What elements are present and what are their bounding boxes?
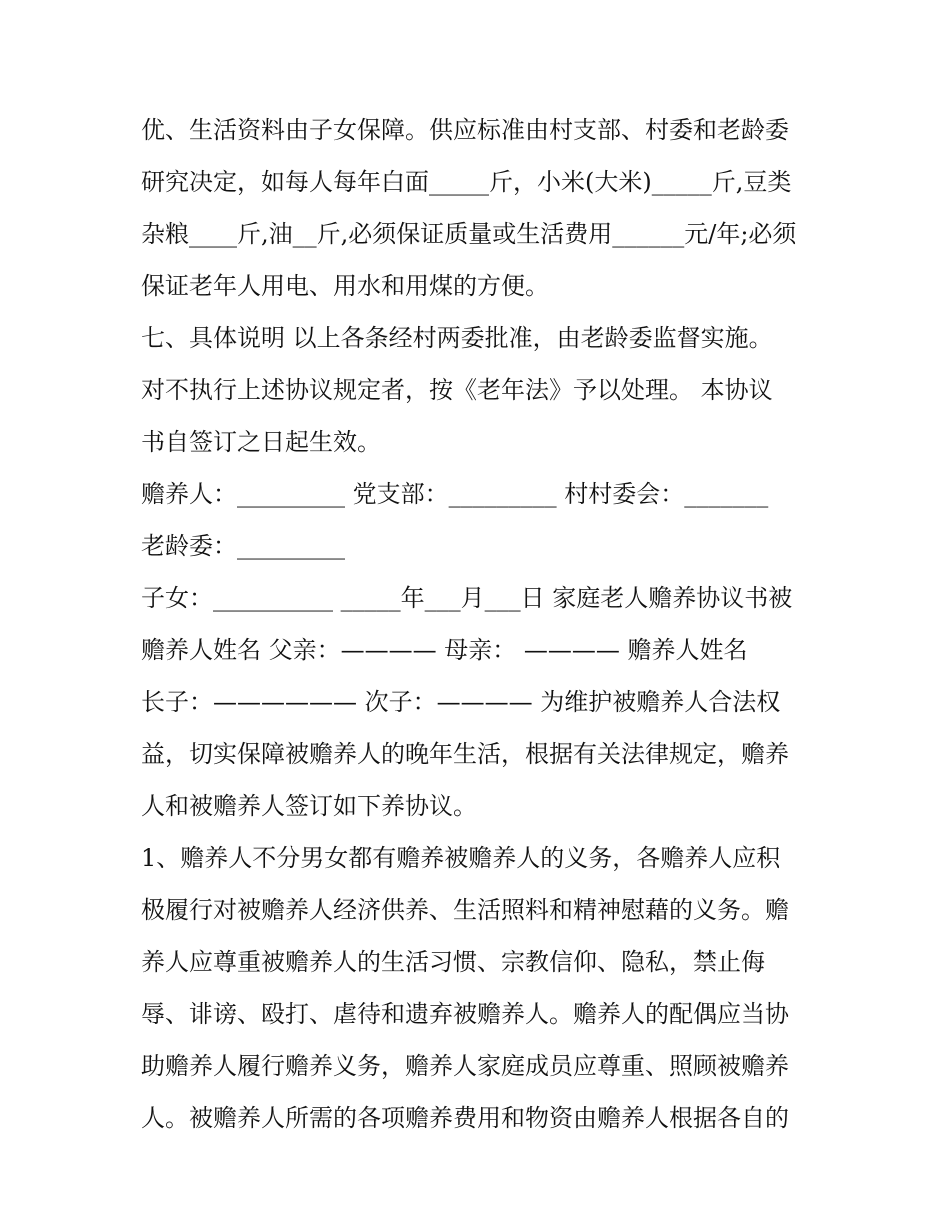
text-line: 赡养人姓名 父亲：———— 母亲： ———— 赡养人姓名 bbox=[141, 636, 748, 664]
text-line: 益，切实保障被赡养人的晚年生活，根据有关法律规定，赡养 bbox=[141, 740, 789, 768]
text-line: 极履行对被赡养人经济供养、生活照料和精神慰藉的义务。赡 bbox=[141, 896, 789, 924]
text-line: 保证老年人用电、用水和用煤的方便。 bbox=[141, 272, 549, 300]
text-line: 养人应尊重被赡养人的生活习惯、宗教信仰、隐私，禁止侮 bbox=[141, 948, 765, 976]
text-line: 七、具体说明 以上各条经村两委批准，由老龄委监督实施。 bbox=[141, 324, 773, 352]
document-body bbox=[141, 104, 821, 1144]
signature-line: 老龄委：_________ bbox=[141, 532, 345, 560]
text-line: 长子：—————— 次子：———— 为维护被赡养人合法权 bbox=[141, 688, 781, 716]
text-line: 1、赡养人不分男女都有赡养被赡养人的义务，各赡养人应积 bbox=[141, 844, 781, 872]
text-line: 书自签订之日起生效。 bbox=[141, 428, 381, 456]
text-line: 优、生活资料由子女保障。供应标准由村支部、村委和老龄委 bbox=[141, 116, 789, 144]
text-line: 人。被赡养人所需的各项赡养费用和物资由赡养人根据各自的 bbox=[141, 1104, 789, 1132]
text-line: 人和被赡养人签订如下养协议。 bbox=[141, 792, 477, 820]
signature-line: 赡养人：_________ 党支部：_________ 村村委会：_______ bbox=[141, 480, 769, 508]
text-line: 杂粮____斤,油__斤,必须保证质量或生活费用______元/年;必须 bbox=[141, 220, 797, 248]
text-line: 助赡养人履行赡养义务，赡养人家庭成员应尊重、照顾被赡养 bbox=[141, 1052, 789, 1080]
text-line: 辱、诽谤、殴打、虐待和遗弃被赡养人。赡养人的配偶应当协 bbox=[141, 1000, 789, 1028]
text-line: 对不执行上述协议规定者，按《老年法》予以处理。 本协议 bbox=[141, 376, 773, 404]
text-line: 子女：__________ _____年___月___日 家庭老人赡养协议书被 bbox=[141, 584, 793, 612]
text-line: 研究决定，如每人每年白面_____斤，小米(大米)_____斤,豆类 bbox=[141, 168, 792, 196]
